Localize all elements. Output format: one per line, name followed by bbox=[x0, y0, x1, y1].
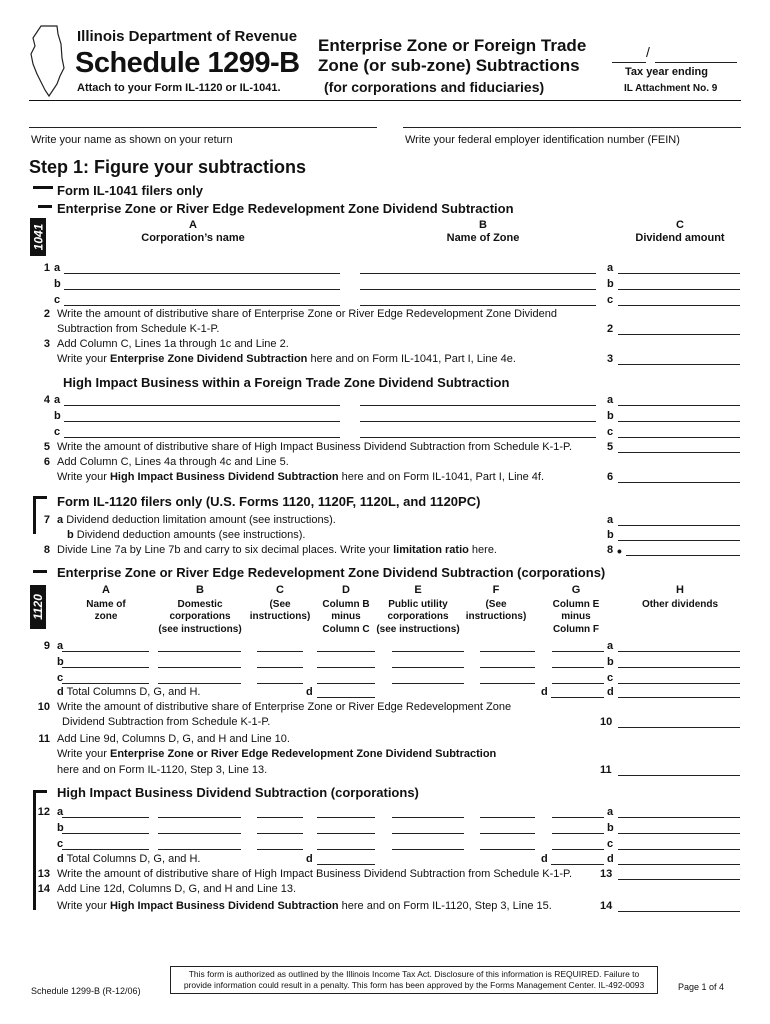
line-letter: a bbox=[607, 514, 614, 526]
line13-text: Write the amount of distributive share of High Impact Business Dividend Subtraction from Schedule K-1-P. bbox=[57, 868, 573, 880]
line-letter: b bbox=[57, 822, 64, 834]
line1c-amount[interactable] bbox=[618, 291, 740, 306]
line9c-col-a[interactable] bbox=[62, 669, 149, 684]
line6-text: Write your High Impact Business Dividend Subtraction here and on Form IL-1041, Part I, Line 4f. bbox=[57, 471, 545, 483]
line-number: 3 bbox=[607, 353, 614, 365]
il1120-hib-title: High Impact Business Dividend Subtraction (corporations) bbox=[57, 785, 419, 800]
line12c-col-g[interactable] bbox=[552, 835, 604, 850]
line-letter: b bbox=[607, 529, 614, 541]
line-number: 4 bbox=[43, 394, 50, 406]
line12a-col-b[interactable] bbox=[158, 803, 241, 818]
line9a-col-a[interactable] bbox=[62, 637, 149, 652]
line9a-col-f[interactable] bbox=[480, 637, 535, 652]
il1041-filers-heading: Form IL-1041 filers only bbox=[57, 183, 203, 198]
col-c-header-letter: C bbox=[276, 584, 284, 596]
line3-amount[interactable] bbox=[618, 350, 740, 365]
line12d-col-h[interactable] bbox=[618, 850, 740, 865]
line12c-col-e[interactable] bbox=[392, 835, 464, 850]
schedule-title: Schedule 1299-B bbox=[75, 47, 300, 79]
line9a-col-b[interactable] bbox=[158, 637, 241, 652]
step1-heading: Step 1: Figure your subtractions bbox=[29, 157, 307, 177]
line14-text: Add Line 12d, Columns D, G, and H and Line 13. bbox=[57, 883, 297, 895]
line-letter: b bbox=[607, 278, 614, 290]
line7b-amount[interactable] bbox=[618, 526, 740, 541]
col-b-header-l1: Domestic bbox=[177, 598, 223, 610]
line9a-col-g[interactable] bbox=[552, 637, 604, 652]
line1a-corp-name[interactable] bbox=[64, 259, 340, 274]
line12b-col-h[interactable] bbox=[618, 819, 740, 834]
form-title-line2: Zone (or sub-zone) Subtractions bbox=[318, 56, 580, 75]
line1a-zone-name[interactable] bbox=[360, 259, 596, 274]
line11-text: Add Line 9d, Columns D, G, and H and Line 10. bbox=[57, 733, 290, 745]
line4c-corp-name[interactable] bbox=[64, 423, 340, 438]
line-letter: b bbox=[54, 410, 61, 422]
col-c-letter: C bbox=[676, 219, 684, 231]
line-letter: a bbox=[607, 640, 614, 652]
attach-instruction: Attach to your Form IL-1120 or IL-1041. bbox=[77, 82, 281, 94]
line-letter: a bbox=[607, 806, 614, 818]
line-letter: a bbox=[54, 394, 61, 406]
line4a-amount[interactable] bbox=[618, 391, 740, 406]
line12a-col-g[interactable] bbox=[552, 803, 604, 818]
line9d-col-g[interactable] bbox=[551, 683, 604, 698]
col-h-header-letter: H bbox=[676, 584, 684, 596]
tax-year-month-input[interactable] bbox=[612, 48, 646, 63]
line12c-col-b[interactable] bbox=[158, 835, 241, 850]
line12b-col-e[interactable] bbox=[392, 819, 464, 834]
col-e-header-letter: E bbox=[414, 584, 422, 596]
line11-text: here and on Form IL-1120, Step 3, Line 13. bbox=[57, 764, 268, 776]
col-a-header-l2: zone bbox=[94, 611, 118, 622]
line9c-col-c[interactable] bbox=[257, 669, 303, 684]
col-a-header-l1: Name of bbox=[86, 598, 126, 610]
line9c-col-g[interactable] bbox=[552, 669, 604, 684]
attachment-number: IL Attachment No. 9 bbox=[624, 83, 718, 94]
line-letter: b bbox=[54, 278, 61, 290]
fein-input[interactable] bbox=[403, 113, 741, 128]
section-marker bbox=[33, 186, 53, 189]
line-number: 13 bbox=[600, 868, 613, 880]
line14-text: Write your High Impact Business Dividend Subtraction here and on Form IL-1120, Step 3, Line 15. bbox=[57, 900, 552, 912]
line10-text: Dividend Subtraction from Schedule K-1-P. bbox=[62, 716, 271, 728]
line3-text: Add Column C, Lines 1a through 1c and Line 2. bbox=[57, 338, 289, 350]
line-number: 7 bbox=[43, 514, 50, 526]
line12a-col-d[interactable] bbox=[317, 803, 375, 818]
col-d-header-letter: D bbox=[342, 584, 350, 596]
line-number: 2 bbox=[43, 308, 50, 320]
line9c-col-e[interactable] bbox=[392, 669, 464, 684]
line8-limitation-ratio[interactable] bbox=[626, 541, 740, 556]
line-number: 5 bbox=[43, 441, 50, 453]
col-g-header-letter: G bbox=[571, 584, 581, 596]
col-c-header-l1: (See bbox=[269, 598, 291, 610]
form-subtitle: (for corporations and fiduciaries) bbox=[324, 79, 545, 95]
line-number: 2 bbox=[607, 323, 614, 335]
col-a-letter: A bbox=[189, 219, 197, 231]
line1b-amount[interactable] bbox=[618, 275, 740, 290]
line4b-corp-name[interactable] bbox=[64, 407, 340, 422]
col-d-header-l3: Column C bbox=[322, 623, 370, 635]
line9b-col-d[interactable] bbox=[317, 653, 375, 668]
line9c-col-h[interactable] bbox=[618, 669, 740, 684]
col-d-header-l2: minus bbox=[331, 611, 361, 622]
line12b-col-f[interactable] bbox=[480, 819, 535, 834]
line12a-col-h[interactable] bbox=[618, 803, 740, 818]
col-b-header-l2: corporations bbox=[169, 611, 231, 622]
line9b-col-c[interactable] bbox=[257, 653, 303, 668]
tax-year-label: Tax year ending bbox=[625, 66, 708, 78]
line-letter: b bbox=[607, 822, 614, 834]
line10-text: Write the amount of distributive share of Enterprise Zone or River Edge Redevelopment Zone bbox=[57, 701, 512, 713]
line-number: 8 bbox=[43, 544, 50, 556]
line9d-text: d Total Columns D, G, and H. bbox=[57, 686, 201, 698]
line-letter: a bbox=[57, 640, 64, 652]
line-number: 3 bbox=[43, 338, 50, 350]
line12c-col-a[interactable] bbox=[62, 835, 149, 850]
il1041-hib-title: High Impact Business within a Foreign Trade Zone Dividend Subtraction bbox=[63, 375, 510, 390]
line-number: 13 bbox=[37, 868, 50, 880]
line9a-col-h[interactable] bbox=[618, 637, 740, 652]
line5-text: Write the amount of distributive share of High Impact Business Dividend Subtraction from Schedule K-1-P. bbox=[57, 441, 573, 453]
line6-text: Add Column C, Lines 4a through 4c and Line 5. bbox=[57, 456, 289, 468]
form-1120-tab: 1120 bbox=[30, 585, 46, 629]
tax-year-slash: / bbox=[646, 44, 650, 60]
col-d-header-l1: Column B bbox=[322, 598, 370, 610]
line-number: 5 bbox=[607, 441, 614, 453]
col-b-letter: B bbox=[479, 219, 487, 231]
line-letter: d bbox=[306, 853, 313, 865]
col-f-header-l1: (See bbox=[485, 598, 507, 610]
line12b-col-g[interactable] bbox=[552, 819, 604, 834]
line13-amount[interactable] bbox=[618, 865, 740, 880]
line-number: 11 bbox=[38, 733, 50, 745]
line9a-col-d[interactable] bbox=[317, 637, 375, 652]
name-label: Write your name as shown on your return bbox=[31, 134, 233, 146]
il1041-ez-title: Enterprise Zone or River Edge Redevelopment Zone Dividend Subtraction bbox=[57, 201, 514, 216]
col-g-header-l2: minus bbox=[561, 611, 591, 622]
line8-text: Divide Line 7a by Line 7b and carry to six decimal places. Write your limitation ratio here. bbox=[57, 544, 497, 556]
line14-amount[interactable] bbox=[618, 897, 740, 912]
line12a-col-e[interactable] bbox=[392, 803, 464, 818]
col-h-header-l1: Other dividends bbox=[641, 598, 719, 610]
line2-text: Subtraction from Schedule K-1-P. bbox=[57, 323, 220, 335]
col-b-header: Name of Zone bbox=[446, 232, 520, 244]
notice-line: provide information could result in a penalty. This form has been approved by the Forms Management Center. IL-492-0093 bbox=[183, 980, 645, 990]
line-letter: a bbox=[54, 262, 61, 274]
line12d-col-g[interactable] bbox=[551, 850, 604, 865]
line12b-col-b[interactable] bbox=[158, 819, 241, 834]
line-letter: d bbox=[607, 853, 614, 865]
line7a-amount[interactable] bbox=[618, 511, 740, 526]
line12a-col-a[interactable] bbox=[62, 803, 149, 818]
col-e-header-l2: corporations bbox=[387, 611, 449, 622]
line9b-col-g[interactable] bbox=[552, 653, 604, 668]
line-letter: c bbox=[607, 294, 614, 306]
line4b-zone-name[interactable] bbox=[360, 407, 596, 422]
line9b-col-h[interactable] bbox=[618, 653, 740, 668]
line-number: 6 bbox=[43, 456, 50, 468]
header-divider bbox=[29, 100, 741, 101]
line9c-col-f[interactable] bbox=[480, 669, 535, 684]
col-c-header-l2: instructions) bbox=[249, 611, 311, 622]
line2-text: Write the amount of distributive share of Enterprise Zone or River Edge Redevelopment Zone Dividend bbox=[57, 308, 557, 320]
line12c-col-d[interactable] bbox=[317, 835, 375, 850]
line-letter: b bbox=[607, 656, 614, 668]
line-letter: b bbox=[607, 410, 614, 422]
col-e-header-l3: (see instructions) bbox=[376, 623, 460, 635]
line-letter: c bbox=[54, 294, 61, 306]
illinois-map-icon bbox=[27, 24, 67, 98]
line9b-col-f[interactable] bbox=[480, 653, 535, 668]
line1c-zone-name[interactable] bbox=[360, 291, 596, 306]
line4c-zone-name[interactable] bbox=[360, 423, 596, 438]
line12c-col-c[interactable] bbox=[257, 835, 303, 850]
line4a-corp-name[interactable] bbox=[64, 391, 340, 406]
il1120-filers-heading: Form IL-1120 filers only (U.S. Forms 1120, 1120F, 1120L, and 1120PC) bbox=[57, 494, 481, 509]
col-b-header-letter: B bbox=[196, 584, 204, 596]
line12a-col-c[interactable] bbox=[257, 803, 303, 818]
col-a-header-letter: A bbox=[102, 584, 110, 596]
col-g-header-l1: Column E bbox=[552, 598, 600, 610]
line4c-amount[interactable] bbox=[618, 423, 740, 438]
page-number: Page 1 of 4 bbox=[678, 982, 725, 992]
line-number: 14 bbox=[600, 900, 613, 912]
legal-notice bbox=[170, 966, 658, 994]
line-number: 11 bbox=[600, 764, 612, 776]
line-letter: b bbox=[57, 656, 64, 668]
line12b-col-c[interactable] bbox=[257, 819, 303, 834]
col-f-header-letter: F bbox=[492, 584, 500, 596]
line12d-col-d[interactable] bbox=[317, 850, 375, 865]
line2-amount[interactable] bbox=[618, 320, 740, 335]
section-marker bbox=[38, 205, 52, 208]
line-letter: a bbox=[607, 262, 614, 274]
line1b-zone-name[interactable] bbox=[360, 275, 596, 290]
line-letter: d bbox=[306, 686, 313, 698]
line12a-col-f[interactable] bbox=[480, 803, 535, 818]
fein-label: Write your federal employer identification number (FEIN) bbox=[405, 134, 680, 146]
line-number: 6 bbox=[607, 471, 614, 483]
line10-amount[interactable] bbox=[618, 713, 740, 728]
line-letter: d bbox=[541, 853, 548, 865]
line9b-col-a[interactable] bbox=[62, 653, 149, 668]
line-number: 10 bbox=[37, 701, 50, 713]
line-letter: c bbox=[607, 838, 614, 850]
il1120-ez-title: Enterprise Zone or River Edge Redevelopment Zone Dividend Subtraction (corporations) bbox=[57, 565, 606, 580]
notice-line: This form is authorized as outlined by the Illinois Income Tax Act. Disclosure of this information is REQUIRED. Failure to bbox=[188, 969, 640, 979]
line-letter: c bbox=[607, 672, 614, 684]
line9d-col-d[interactable] bbox=[317, 683, 375, 698]
line9c-col-b[interactable] bbox=[158, 669, 241, 684]
line-letter: a bbox=[57, 806, 64, 818]
col-g-header-l3: Column F bbox=[552, 623, 600, 635]
line12b-col-d[interactable] bbox=[317, 819, 375, 834]
line11-amount[interactable] bbox=[618, 761, 740, 776]
line9a-col-e[interactable] bbox=[392, 637, 464, 652]
line9c-col-d[interactable] bbox=[317, 669, 375, 684]
line3-text: Write your Enterprise Zone Dividend Subtraction here and on Form IL-1041, Part I, Line 4e. bbox=[57, 353, 516, 365]
col-e-header-l1: Public utility bbox=[388, 598, 448, 610]
line1c-corp-name[interactable] bbox=[64, 291, 340, 306]
line12d-text: d Total Columns D, G, and H. bbox=[57, 853, 201, 865]
line4b-amount[interactable] bbox=[618, 407, 740, 422]
line11-text: Write your Enterprise Zone or River Edge Redevelopment Zone Dividend Subtraction bbox=[57, 748, 497, 760]
col-c-header: Dividend amount bbox=[635, 232, 725, 244]
line1b-corp-name[interactable] bbox=[64, 275, 340, 290]
section-marker bbox=[33, 570, 47, 573]
line9b-col-e[interactable] bbox=[392, 653, 464, 668]
name-input[interactable] bbox=[29, 113, 377, 128]
decimal-point: • bbox=[617, 543, 622, 559]
line7b-text: b Dividend deduction amounts (see instructions). bbox=[67, 529, 306, 541]
line-letter: c bbox=[57, 838, 64, 850]
line9d-col-h[interactable] bbox=[618, 683, 740, 698]
line-letter: d bbox=[541, 686, 548, 698]
line-number: 1 bbox=[43, 262, 50, 274]
col-f-header-l2: instructions) bbox=[465, 611, 527, 622]
line-number: 14 bbox=[37, 883, 50, 895]
form-title-line1: Enterprise Zone or Foreign Trade bbox=[318, 36, 587, 55]
line-number: 8 bbox=[607, 544, 614, 556]
line-letter: d bbox=[607, 686, 614, 698]
line-letter: c bbox=[607, 426, 614, 438]
line-letter: a bbox=[607, 394, 614, 406]
line12b-col-a[interactable] bbox=[62, 819, 149, 834]
col-b-header-l3: (see instructions) bbox=[158, 623, 242, 635]
tax-year-year-input[interactable] bbox=[655, 48, 737, 63]
line6-amount[interactable] bbox=[618, 468, 740, 483]
line9b-col-b[interactable] bbox=[158, 653, 241, 668]
line-number: 9 bbox=[43, 640, 50, 652]
department-name: Illinois Department of Revenue bbox=[77, 28, 298, 45]
line-letter: c bbox=[57, 672, 64, 684]
line-letter: c bbox=[54, 426, 61, 438]
line4a-zone-name[interactable] bbox=[360, 391, 596, 406]
form-id: Schedule 1299-B (R-12/06) bbox=[31, 986, 141, 996]
line-number: 10 bbox=[600, 716, 613, 728]
line-number: 12 bbox=[37, 806, 50, 818]
col-a-header: Corporation’s name bbox=[141, 232, 245, 244]
line5-amount[interactable] bbox=[618, 438, 740, 453]
line1a-amount[interactable] bbox=[618, 259, 740, 274]
line12c-col-h[interactable] bbox=[618, 835, 740, 850]
line12c-col-f[interactable] bbox=[480, 835, 535, 850]
form-1041-tab: 1041 bbox=[30, 218, 46, 256]
line7a-text: a Dividend deduction limitation amount (see instructions). bbox=[57, 514, 336, 526]
line9a-col-c[interactable] bbox=[257, 637, 303, 652]
